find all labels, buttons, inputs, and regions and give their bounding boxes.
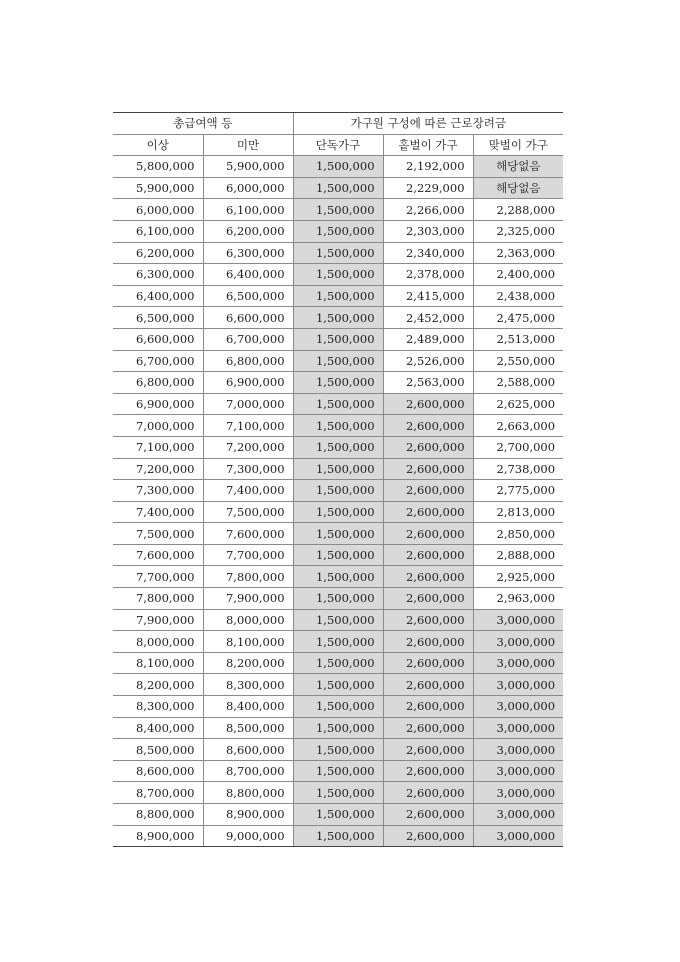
cell-single-earner: 2,600,000 xyxy=(383,458,473,480)
cell-max: 8,900,000 xyxy=(203,804,293,826)
cell-single: 1,500,000 xyxy=(293,652,383,674)
cell-dual-earner: 2,438,000 xyxy=(473,285,563,307)
cell-min: 5,800,000 xyxy=(113,156,203,178)
cell-max: 7,100,000 xyxy=(203,415,293,437)
cell-min: 7,700,000 xyxy=(113,566,203,588)
cell-dual-earner: 2,888,000 xyxy=(473,544,563,566)
cell-min: 6,100,000 xyxy=(113,220,203,242)
cell-single-earner: 2,600,000 xyxy=(383,501,473,523)
cell-max: 8,200,000 xyxy=(203,652,293,674)
table-row xyxy=(113,609,563,631)
table-row xyxy=(113,782,563,804)
cell-dual-earner: 2,925,000 xyxy=(473,566,563,588)
cell-min: 7,000,000 xyxy=(113,415,203,437)
cell-single: 1,500,000 xyxy=(293,177,383,199)
cell-dual-earner: 2,963,000 xyxy=(473,588,563,610)
cell-single: 1,500,000 xyxy=(293,350,383,372)
cell-single-earner: 2,600,000 xyxy=(383,544,473,566)
cell-single-earner: 2,415,000 xyxy=(383,285,473,307)
cell-single: 1,500,000 xyxy=(293,804,383,826)
cell-single: 1,500,000 xyxy=(293,307,383,329)
cell-max: 8,600,000 xyxy=(203,739,293,761)
cell-max: 8,400,000 xyxy=(203,696,293,718)
cell-max: 7,800,000 xyxy=(203,566,293,588)
cell-single: 1,500,000 xyxy=(293,156,383,178)
cell-min: 8,500,000 xyxy=(113,739,203,761)
table-row xyxy=(113,501,563,523)
cell-max: 8,000,000 xyxy=(203,609,293,631)
cell-max: 7,500,000 xyxy=(203,501,293,523)
earned-income-credit-table xyxy=(113,112,563,847)
cell-single-earner: 2,452,000 xyxy=(383,307,473,329)
cell-min: 6,700,000 xyxy=(113,350,203,372)
cell-single-earner: 2,600,000 xyxy=(383,436,473,458)
cell-single-earner: 2,600,000 xyxy=(383,393,473,415)
cell-dual-earner: 3,000,000 xyxy=(473,631,563,653)
cell-single-earner: 2,600,000 xyxy=(383,674,473,696)
cell-dual-earner: 2,738,000 xyxy=(473,458,563,480)
cell-min: 8,800,000 xyxy=(113,804,203,826)
cell-max: 7,000,000 xyxy=(203,393,293,415)
cell-single: 1,500,000 xyxy=(293,631,383,653)
cell-min: 8,700,000 xyxy=(113,782,203,804)
cell-dual-earner: 2,775,000 xyxy=(473,480,563,502)
header-dual-earner: 맞벌이 가구 xyxy=(473,134,563,156)
cell-dual-earner: 2,813,000 xyxy=(473,501,563,523)
cell-dual-earner: 해당없음 xyxy=(473,177,563,199)
cell-single-earner: 2,600,000 xyxy=(383,739,473,761)
cell-single-earner: 2,378,000 xyxy=(383,264,473,286)
cell-dual-earner: 2,625,000 xyxy=(473,393,563,415)
header-row-columns xyxy=(113,134,563,156)
cell-single-earner: 2,600,000 xyxy=(383,566,473,588)
cell-min: 6,000,000 xyxy=(113,199,203,221)
cell-dual-earner: 2,850,000 xyxy=(473,523,563,545)
cell-max: 7,900,000 xyxy=(203,588,293,610)
cell-min: 7,900,000 xyxy=(113,609,203,631)
cell-max: 6,700,000 xyxy=(203,328,293,350)
cell-single: 1,500,000 xyxy=(293,372,383,394)
cell-single: 1,500,000 xyxy=(293,328,383,350)
cell-single-earner: 2,303,000 xyxy=(383,220,473,242)
cell-max: 7,300,000 xyxy=(203,458,293,480)
cell-single: 1,500,000 xyxy=(293,264,383,286)
cell-dual-earner: 3,000,000 xyxy=(473,652,563,674)
cell-single: 1,500,000 xyxy=(293,544,383,566)
cell-max: 6,200,000 xyxy=(203,220,293,242)
table-row xyxy=(113,696,563,718)
cell-min: 7,400,000 xyxy=(113,501,203,523)
cell-max: 8,500,000 xyxy=(203,717,293,739)
cell-single: 1,500,000 xyxy=(293,696,383,718)
table-row xyxy=(113,350,563,372)
table-row xyxy=(113,760,563,782)
cell-dual-earner: 3,000,000 xyxy=(473,825,563,847)
cell-max: 6,600,000 xyxy=(203,307,293,329)
table-row xyxy=(113,566,563,588)
cell-single-earner: 2,600,000 xyxy=(383,631,473,653)
table-row xyxy=(113,307,563,329)
cell-min: 5,900,000 xyxy=(113,177,203,199)
cell-dual-earner: 2,663,000 xyxy=(473,415,563,437)
cell-single: 1,500,000 xyxy=(293,609,383,631)
cell-min: 6,900,000 xyxy=(113,393,203,415)
header-single: 단독가구 xyxy=(293,134,383,156)
cell-dual-earner: 3,000,000 xyxy=(473,739,563,761)
cell-max: 6,100,000 xyxy=(203,199,293,221)
cell-single: 1,500,000 xyxy=(293,782,383,804)
cell-max: 8,300,000 xyxy=(203,674,293,696)
table-row xyxy=(113,544,563,566)
cell-dual-earner: 2,475,000 xyxy=(473,307,563,329)
cell-single-earner: 2,229,000 xyxy=(383,177,473,199)
cell-dual-earner: 3,000,000 xyxy=(473,696,563,718)
cell-max: 9,000,000 xyxy=(203,825,293,847)
cell-dual-earner: 2,513,000 xyxy=(473,328,563,350)
cell-dual-earner: 3,000,000 xyxy=(473,782,563,804)
cell-single-earner: 2,600,000 xyxy=(383,415,473,437)
table-row xyxy=(113,285,563,307)
cell-dual-earner: 2,363,000 xyxy=(473,242,563,264)
cell-max: 6,500,000 xyxy=(203,285,293,307)
cell-single: 1,500,000 xyxy=(293,458,383,480)
cell-min: 7,200,000 xyxy=(113,458,203,480)
cell-single: 1,500,000 xyxy=(293,415,383,437)
header-max: 미만 xyxy=(203,134,293,156)
cell-max: 6,300,000 xyxy=(203,242,293,264)
cell-min: 6,500,000 xyxy=(113,307,203,329)
cell-min: 7,500,000 xyxy=(113,523,203,545)
header-single-earner: 홑벌이 가구 xyxy=(383,134,473,156)
cell-single-earner: 2,600,000 xyxy=(383,609,473,631)
table-row xyxy=(113,804,563,826)
cell-single-earner: 2,266,000 xyxy=(383,199,473,221)
table-row xyxy=(113,372,563,394)
cell-single-earner: 2,600,000 xyxy=(383,588,473,610)
cell-max: 7,600,000 xyxy=(203,523,293,545)
cell-single: 1,500,000 xyxy=(293,480,383,502)
cell-single: 1,500,000 xyxy=(293,588,383,610)
cell-single-earner: 2,600,000 xyxy=(383,782,473,804)
cell-min: 8,400,000 xyxy=(113,717,203,739)
header-total-pay: 총급여액 등 xyxy=(113,113,293,135)
cell-single: 1,500,000 xyxy=(293,393,383,415)
cell-min: 7,100,000 xyxy=(113,436,203,458)
cell-single: 1,500,000 xyxy=(293,220,383,242)
table-row xyxy=(113,328,563,350)
cell-single-earner: 2,600,000 xyxy=(383,523,473,545)
header-row-group xyxy=(113,113,563,135)
cell-single-earner: 2,526,000 xyxy=(383,350,473,372)
cell-single-earner: 2,600,000 xyxy=(383,480,473,502)
table-row xyxy=(113,156,563,178)
cell-dual-earner: 2,550,000 xyxy=(473,350,563,372)
cell-dual-earner: 3,000,000 xyxy=(473,717,563,739)
cell-dual-earner: 2,588,000 xyxy=(473,372,563,394)
cell-min: 6,300,000 xyxy=(113,264,203,286)
cell-single: 1,500,000 xyxy=(293,717,383,739)
table-row xyxy=(113,739,563,761)
cell-dual-earner: 2,700,000 xyxy=(473,436,563,458)
table-row xyxy=(113,825,563,847)
cell-dual-earner: 2,288,000 xyxy=(473,199,563,221)
cell-single: 1,500,000 xyxy=(293,760,383,782)
cell-max: 7,400,000 xyxy=(203,480,293,502)
cell-max: 6,000,000 xyxy=(203,177,293,199)
cell-min: 8,900,000 xyxy=(113,825,203,847)
cell-min: 8,100,000 xyxy=(113,652,203,674)
cell-max: 7,200,000 xyxy=(203,436,293,458)
table-row xyxy=(113,588,563,610)
table-row xyxy=(113,674,563,696)
cell-single-earner: 2,600,000 xyxy=(383,760,473,782)
cell-max: 8,100,000 xyxy=(203,631,293,653)
cell-dual-earner: 해당없음 xyxy=(473,156,563,178)
cell-single: 1,500,000 xyxy=(293,523,383,545)
cell-max: 7,700,000 xyxy=(203,544,293,566)
table-row xyxy=(113,242,563,264)
cell-min: 7,300,000 xyxy=(113,480,203,502)
cell-single-earner: 2,489,000 xyxy=(383,328,473,350)
header-benefit: 가구원 구성에 따른 근로장려금 xyxy=(293,113,563,135)
cell-max: 6,800,000 xyxy=(203,350,293,372)
cell-min: 7,800,000 xyxy=(113,588,203,610)
cell-single-earner: 2,600,000 xyxy=(383,717,473,739)
cell-single-earner: 2,600,000 xyxy=(383,652,473,674)
table-row xyxy=(113,177,563,199)
cell-min: 6,800,000 xyxy=(113,372,203,394)
cell-single: 1,500,000 xyxy=(293,825,383,847)
cell-single-earner: 2,563,000 xyxy=(383,372,473,394)
cell-max: 5,900,000 xyxy=(203,156,293,178)
cell-single: 1,500,000 xyxy=(293,199,383,221)
cell-single: 1,500,000 xyxy=(293,436,383,458)
cell-max: 8,700,000 xyxy=(203,760,293,782)
table-row xyxy=(113,523,563,545)
cell-single: 1,500,000 xyxy=(293,739,383,761)
cell-single: 1,500,000 xyxy=(293,501,383,523)
cell-single: 1,500,000 xyxy=(293,566,383,588)
cell-single: 1,500,000 xyxy=(293,242,383,264)
cell-single-earner: 2,600,000 xyxy=(383,804,473,826)
cell-min: 8,600,000 xyxy=(113,760,203,782)
cell-min: 6,400,000 xyxy=(113,285,203,307)
cell-dual-earner: 3,000,000 xyxy=(473,760,563,782)
cell-dual-earner: 3,000,000 xyxy=(473,609,563,631)
table-row xyxy=(113,631,563,653)
cell-single-earner: 2,600,000 xyxy=(383,696,473,718)
table-row xyxy=(113,652,563,674)
cell-dual-earner: 3,000,000 xyxy=(473,674,563,696)
cell-dual-earner: 2,400,000 xyxy=(473,264,563,286)
cell-min: 6,600,000 xyxy=(113,328,203,350)
table-row xyxy=(113,220,563,242)
cell-min: 7,600,000 xyxy=(113,544,203,566)
table-row xyxy=(113,393,563,415)
cell-single-earner: 2,192,000 xyxy=(383,156,473,178)
cell-single-earner: 2,340,000 xyxy=(383,242,473,264)
cell-single: 1,500,000 xyxy=(293,674,383,696)
table-row xyxy=(113,264,563,286)
cell-dual-earner: 3,000,000 xyxy=(473,804,563,826)
cell-dual-earner: 2,325,000 xyxy=(473,220,563,242)
cell-min: 8,000,000 xyxy=(113,631,203,653)
table-body xyxy=(113,156,563,847)
table-row xyxy=(113,458,563,480)
cell-single-earner: 2,600,000 xyxy=(383,825,473,847)
header-min: 이상 xyxy=(113,134,203,156)
table-row xyxy=(113,480,563,502)
cell-single: 1,500,000 xyxy=(293,285,383,307)
table-row xyxy=(113,415,563,437)
cell-min: 8,200,000 xyxy=(113,674,203,696)
cell-max: 8,800,000 xyxy=(203,782,293,804)
cell-min: 8,300,000 xyxy=(113,696,203,718)
table-row xyxy=(113,436,563,458)
cell-max: 6,900,000 xyxy=(203,372,293,394)
table-row xyxy=(113,199,563,221)
table-row xyxy=(113,717,563,739)
cell-max: 6,400,000 xyxy=(203,264,293,286)
cell-min: 6,200,000 xyxy=(113,242,203,264)
